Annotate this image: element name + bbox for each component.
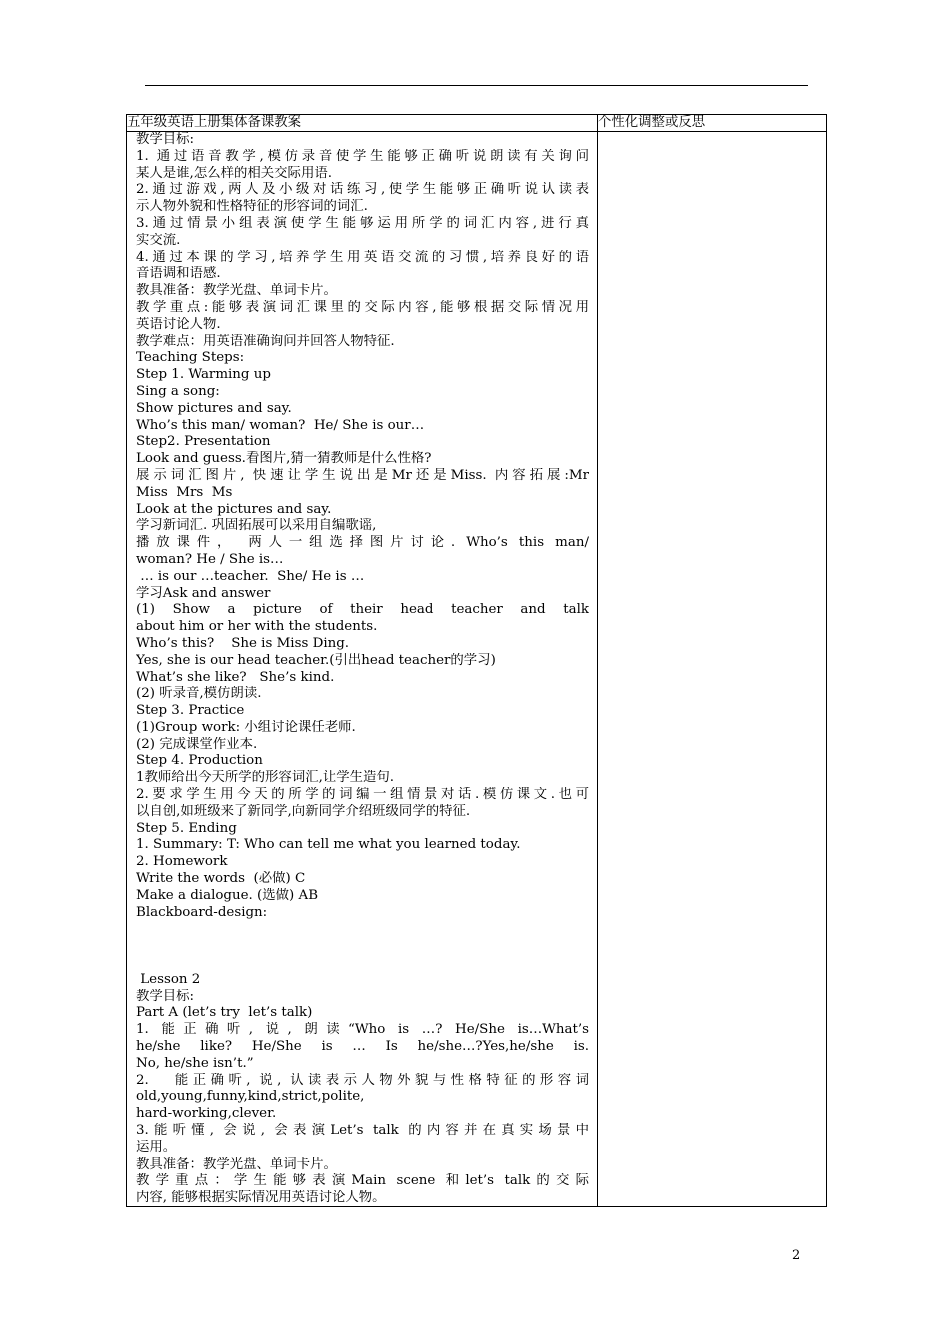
content-line — [136, 955, 589, 972]
content-line: 音语调和语感. — [136, 266, 221, 282]
content-line: 播放课件， 两人一组选择图片讨论. Who’s this man/ — [136, 535, 589, 551]
table-body-row — [127, 132, 827, 1207]
content-line: Blackboard-design: — [136, 904, 268, 920]
reflection-cell — [598, 132, 827, 1207]
content-line: … is our …teacher. She/ He is … — [136, 568, 365, 584]
content-line: Teaching Steps: — [136, 350, 245, 366]
content-line: 2. 能正确听, 说, 认读表示人物外貌与性格特征的形容词 — [136, 1072, 589, 1088]
content-line: 1. 能正确听, 说, 朗读“Who is …? He/She is…What’s — [136, 1022, 589, 1038]
content-line: Look at the pictures and say. — [136, 501, 332, 517]
content-line: What’s she like? She’s kind. — [136, 669, 335, 685]
reflection-column-title: 个性化调整或反思 — [598, 115, 827, 132]
content-line: (2) 完成课堂作业本. — [136, 736, 258, 752]
content-line: Show pictures and say. — [136, 400, 292, 416]
content-line: No, he/she isn’t.” — [136, 1055, 254, 1071]
content-line: 教具准备：教学光盘、单词卡片。 — [136, 283, 337, 299]
content-line: Who’s this man/ woman? He/ She is our… — [136, 417, 425, 433]
content-line: 展示词汇图片, 快速让学生说出是Mr还是Miss. 内容拓展:Mr — [136, 467, 589, 483]
content-line: Lesson 2 — [136, 971, 201, 987]
content-line: 2. Homework — [136, 854, 228, 870]
content-line: Step 1. Warming up — [136, 367, 271, 383]
content-line — [136, 921, 589, 938]
content-line: 学习新词汇. 巩固拓展可以采用自编歌谣, — [136, 518, 377, 534]
content-line: 教具准备：教学光盘、单词卡片。 — [136, 1156, 337, 1172]
content-line: 运用。 — [136, 1139, 177, 1155]
content-line: 2.通过游戏,两人及小级对话练习,使学生能够正确听说认读表 — [136, 182, 589, 198]
content-line: Write the words (必做) C — [136, 871, 306, 887]
lesson-content — [127, 132, 597, 1206]
content-line: Step2. Presentation — [136, 434, 271, 450]
content-line: 学习Ask and answer — [136, 585, 271, 601]
content-line: Look and guess.看图片,猜一猜教师是什么性格? — [136, 451, 432, 467]
content-line: 实交流. — [136, 232, 181, 248]
content-line: Who’s this? She is Miss Ding. — [136, 635, 350, 651]
content-line: 4.通过本课的学习,培养学生用英语交流的习惯,培养良好的语 — [136, 249, 589, 265]
content-line: woman? He / She is… — [136, 551, 284, 567]
content-line: 1教师给出今天所学的形容词汇,让学生造句. — [136, 770, 395, 786]
header-rule — [145, 85, 808, 86]
content-line: Sing a song: — [136, 383, 220, 399]
content-line: (1)Group work: 小组讨论课任老师. — [136, 719, 356, 735]
content-line: Miss Mrs Ms — [136, 484, 233, 500]
content-line: old,young,funny,kind,strict,polite, — [136, 1089, 365, 1105]
content-line: Step 3. Practice — [136, 703, 245, 719]
content-line: he/she like? He/She is … Is he/she…?Yes,he/she is. — [136, 1039, 589, 1055]
content-line: Step 5. Ending — [136, 820, 237, 836]
content-line: 3.通过情景小组表演使学生能够运用所学的词汇内容,进行真 — [136, 215, 589, 231]
content-line: hard-working,clever. — [136, 1106, 277, 1122]
page-number: 2 — [792, 1248, 801, 1263]
content-line: 3.能听懂, 会说, 会表演Let’s talk 的内容并在真实场景中 — [136, 1123, 589, 1139]
content-line: 内容, 能够根据实际情况用英语讨论人物。 — [136, 1190, 386, 1206]
content-line: 英语讨论人物. — [136, 316, 221, 332]
lesson-plan-table — [126, 114, 827, 1207]
table-header-row — [127, 115, 827, 132]
lesson-plan-title: 五年级英语上册集体备课教案 — [127, 115, 598, 132]
content-line: 某人是谁,怎么样的相关交际用语. — [136, 165, 332, 181]
content-line: Part A (let’s try let’s talk) — [136, 1005, 313, 1021]
content-line: about him or her with the students. — [136, 619, 378, 635]
content-line: 示人物外貌和性格特征的形容词的词汇. — [136, 199, 368, 215]
content-line: 教学目标: — [136, 988, 195, 1004]
content-line: 1. Summary: T: Who can tell me what you learned today. — [136, 837, 521, 853]
lesson-content-cell — [127, 132, 598, 1207]
content-line: 以自创,如班级来了新同学,向新同学介绍班级同学的特征. — [136, 803, 471, 819]
content-line: (2) 听录音,模仿朗读. — [136, 686, 262, 702]
content-line: 教学重点:能够表演词汇课里的交际内容,能够根据交际情况用 — [136, 299, 589, 315]
content-line: 教学重点：学生能够表演Main scene 和let’s talk的交际 — [136, 1173, 589, 1189]
content-line: 教学目标: — [136, 132, 195, 147]
content-line: (1) Show a picture of their head teacher and talk — [136, 602, 589, 618]
content-line: 教学难点：用英语准确询问并回答人物特征. — [136, 333, 395, 349]
content-line: 1. 通过语音教学,模仿录音使学生能够正确听说朗读有关询问 — [136, 148, 589, 164]
content-line: Make a dialogue. (选做) AB — [136, 887, 319, 903]
content-line: 2.要求学生用今天的所学的词编一组情景对话.模仿课文.也可 — [136, 787, 589, 803]
content-line: Step 4. Production — [136, 753, 263, 769]
content-line: Yes, she is our head teacher.(引出head teacher的学习) — [136, 652, 496, 668]
content-line — [136, 938, 589, 955]
